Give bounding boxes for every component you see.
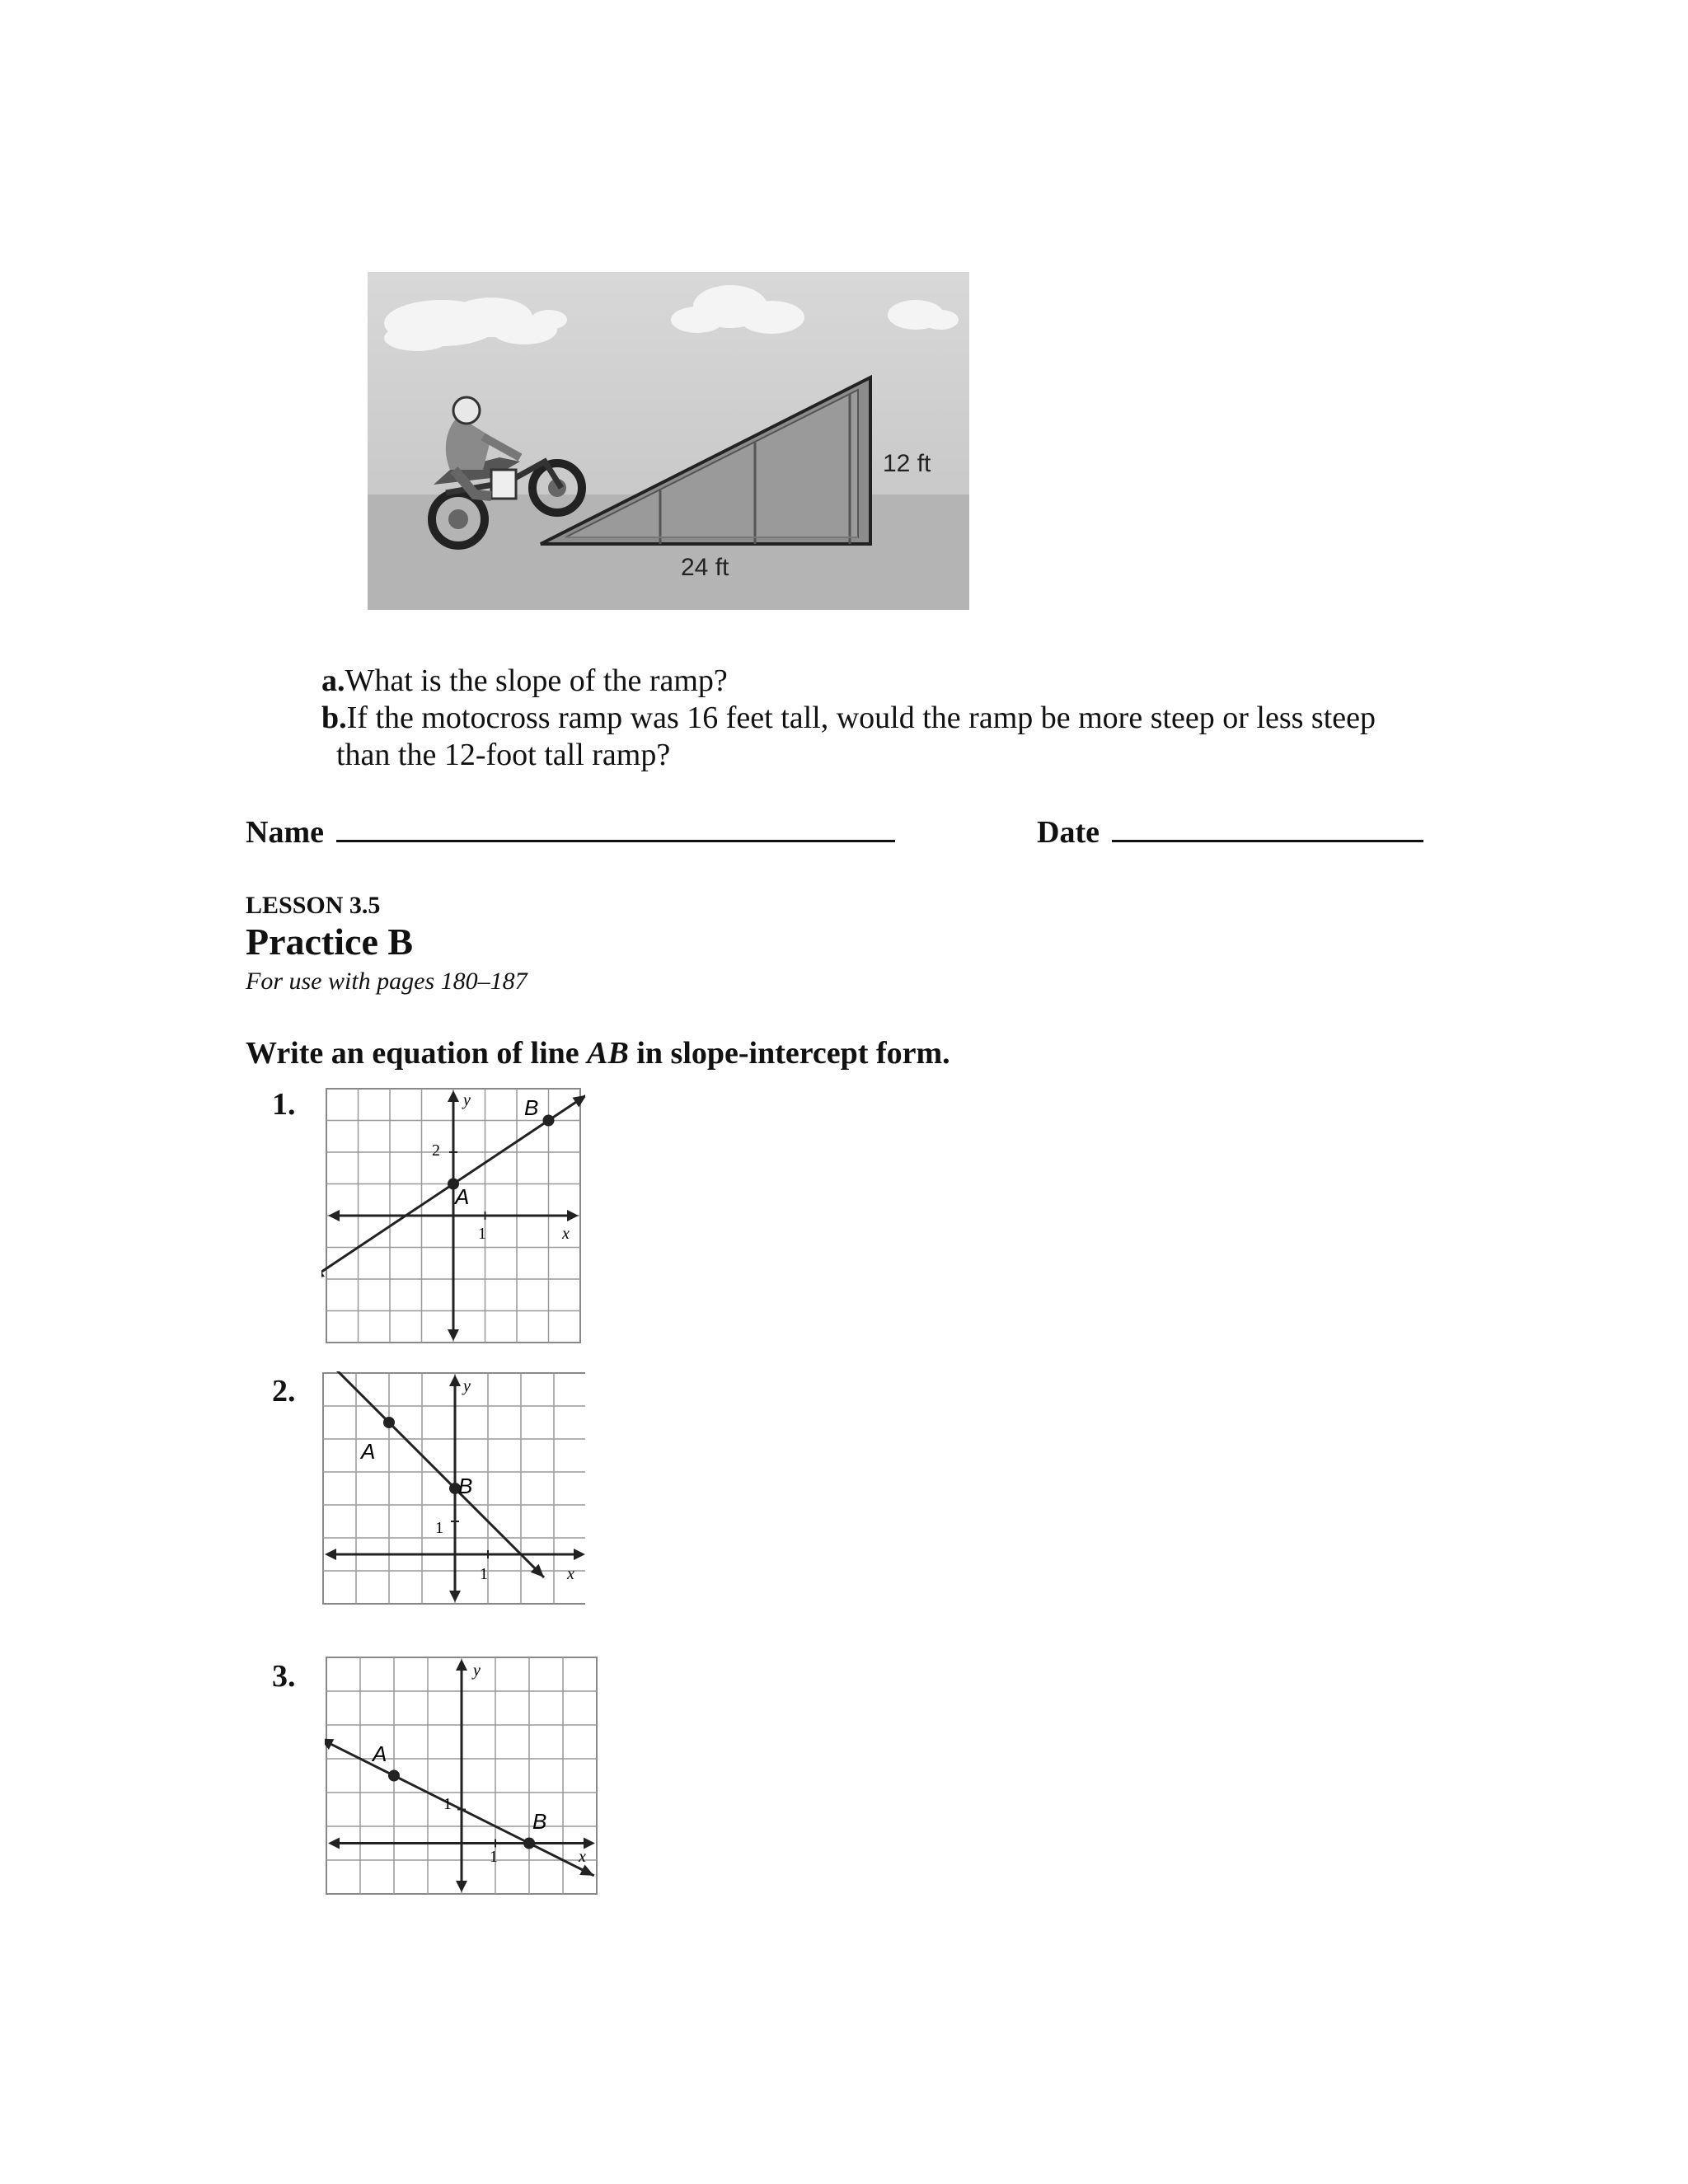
point-a-label: A	[373, 1741, 387, 1766]
question-b-continued	[336, 736, 670, 774]
question-a-text: What is the slope of the ramp?	[345, 663, 728, 698]
x-tick-label: 1	[490, 1848, 498, 1866]
cloud-icon	[531, 310, 567, 330]
ramp-base-label: 24 ft	[681, 554, 729, 581]
motocross-ramp-figure	[368, 272, 969, 610]
question-a	[321, 662, 728, 700]
x-axis-label: x	[562, 1225, 570, 1243]
page-title: Practice B	[246, 921, 414, 963]
y-axis-label: y	[473, 1661, 481, 1680]
graph-problem-1	[321, 1085, 585, 1349]
name-blank-line[interactable]	[336, 812, 895, 842]
problem-number-3: 3.	[272, 1659, 296, 1694]
problem-number-2: 2.	[272, 1374, 296, 1408]
instructions-suffix: in slope-intercept form.	[628, 1036, 950, 1071]
instructions	[246, 1035, 950, 1071]
instructions-line-name: AB	[587, 1036, 629, 1071]
point-b-label: B	[458, 1474, 473, 1498]
name-field	[246, 812, 895, 851]
y-tick-label: 2	[432, 1141, 440, 1160]
graph-grid	[325, 1657, 597, 1894]
question-a-marker: a.	[321, 663, 345, 698]
point-b	[543, 1115, 555, 1127]
point-b	[523, 1838, 535, 1849]
date-blank-line[interactable]	[1112, 812, 1423, 842]
page-subtitle: For use with pages 180–187	[246, 968, 528, 995]
problem-number-1: 1.	[272, 1087, 296, 1122]
x-axis-label: x	[579, 1848, 586, 1866]
date-label: Date	[1037, 815, 1100, 850]
graph-grid	[321, 1089, 585, 1343]
graph-problem-3	[325, 1656, 605, 1895]
y-tick-label: 1	[443, 1795, 452, 1813]
question-b-marker: b.	[321, 701, 347, 735]
question-b-text-line2: than the 12-foot tall ramp?	[336, 738, 671, 772]
y-axis-label: y	[463, 1091, 471, 1109]
point-a-label: A	[455, 1184, 470, 1209]
instructions-prefix: Write an equation of line	[246, 1036, 588, 1071]
ramp-height-label: 12 ft	[883, 450, 931, 477]
point-a	[383, 1417, 395, 1428]
x-tick-label: 1	[480, 1565, 488, 1583]
date-field	[1037, 812, 1423, 851]
y-tick-label: 1	[435, 1519, 443, 1537]
name-label: Name	[246, 815, 324, 850]
question-b	[321, 699, 1376, 737]
graph-problem-2	[321, 1371, 585, 1619]
question-b-text-line1: If the motocross ramp was 16 feet tall, would the ramp be more steep or less steep	[346, 701, 1376, 735]
point-b-label: B	[524, 1095, 539, 1120]
point-a	[388, 1770, 400, 1782]
point-a-label: A	[361, 1439, 376, 1464]
x-axis-label: x	[567, 1565, 574, 1583]
x-tick-label: 1	[478, 1225, 486, 1243]
y-axis-label: y	[463, 1377, 471, 1395]
lesson-label: LESSON 3.5	[246, 892, 381, 919]
point-b-label: B	[532, 1809, 547, 1834]
graph-grid	[321, 1371, 585, 1604]
